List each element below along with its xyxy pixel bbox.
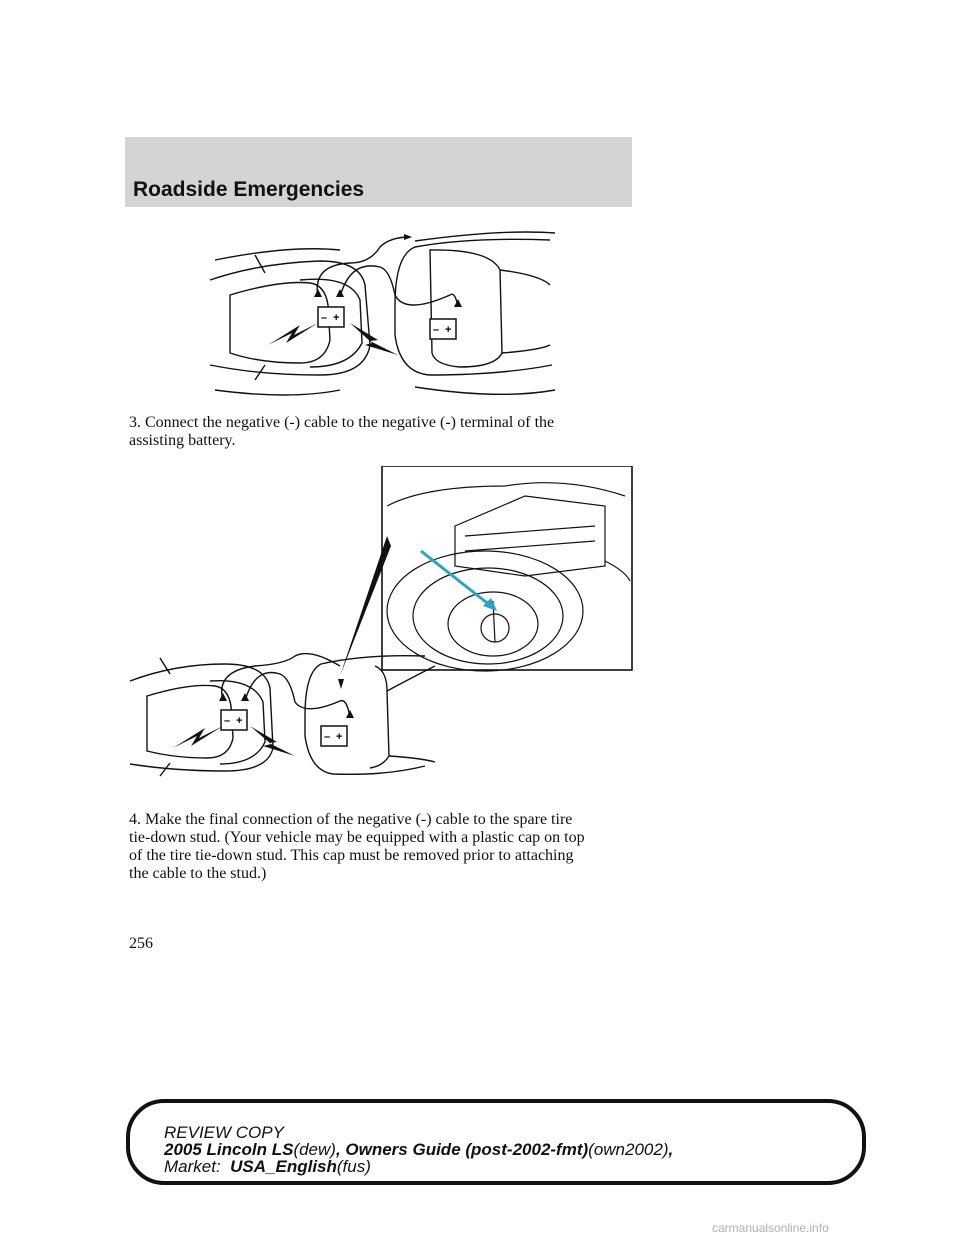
step-3-text: 3. Connect the negative (-) cable to the negative (-) terminal of the assisting battery.	[129, 414, 555, 449]
spark-icon	[173, 726, 223, 748]
battery-minus-label: –	[224, 715, 231, 727]
battery-minus-label: –	[324, 731, 331, 743]
spark-icon	[268, 323, 318, 345]
watermark: carmanualsonline.info	[712, 1221, 829, 1235]
battery-minus-label: –	[321, 312, 328, 324]
battery-plus-label: +	[333, 312, 340, 324]
battery-plus-label: +	[336, 731, 343, 743]
step-4-text: 4. Make the final connection of the negative (-) cable to the spare tire tie-down stud. (Your vehicle may be equipped with a plastic cap on top of the tire tie-down stud. This cap must be removed prior to attaching the cable to the stud.)	[129, 811, 585, 882]
page-number: 256	[129, 935, 153, 952]
jump-start-diagram-2	[125, 466, 635, 786]
section-title: Roadside Emergencies	[133, 178, 365, 201]
battery-minus-label: –	[433, 324, 440, 336]
battery-plus-label: +	[236, 715, 243, 727]
jump-start-diagram-1	[200, 225, 560, 400]
battery-plus-label: +	[445, 324, 452, 336]
tire-stud-inset	[382, 466, 632, 670]
review-copy-text: REVIEW COPY 2005 Lincoln LS(dew), Owners Guide (post-2002-fmt)(own2002), Market: USA_English(fus)	[164, 1123, 674, 1176]
